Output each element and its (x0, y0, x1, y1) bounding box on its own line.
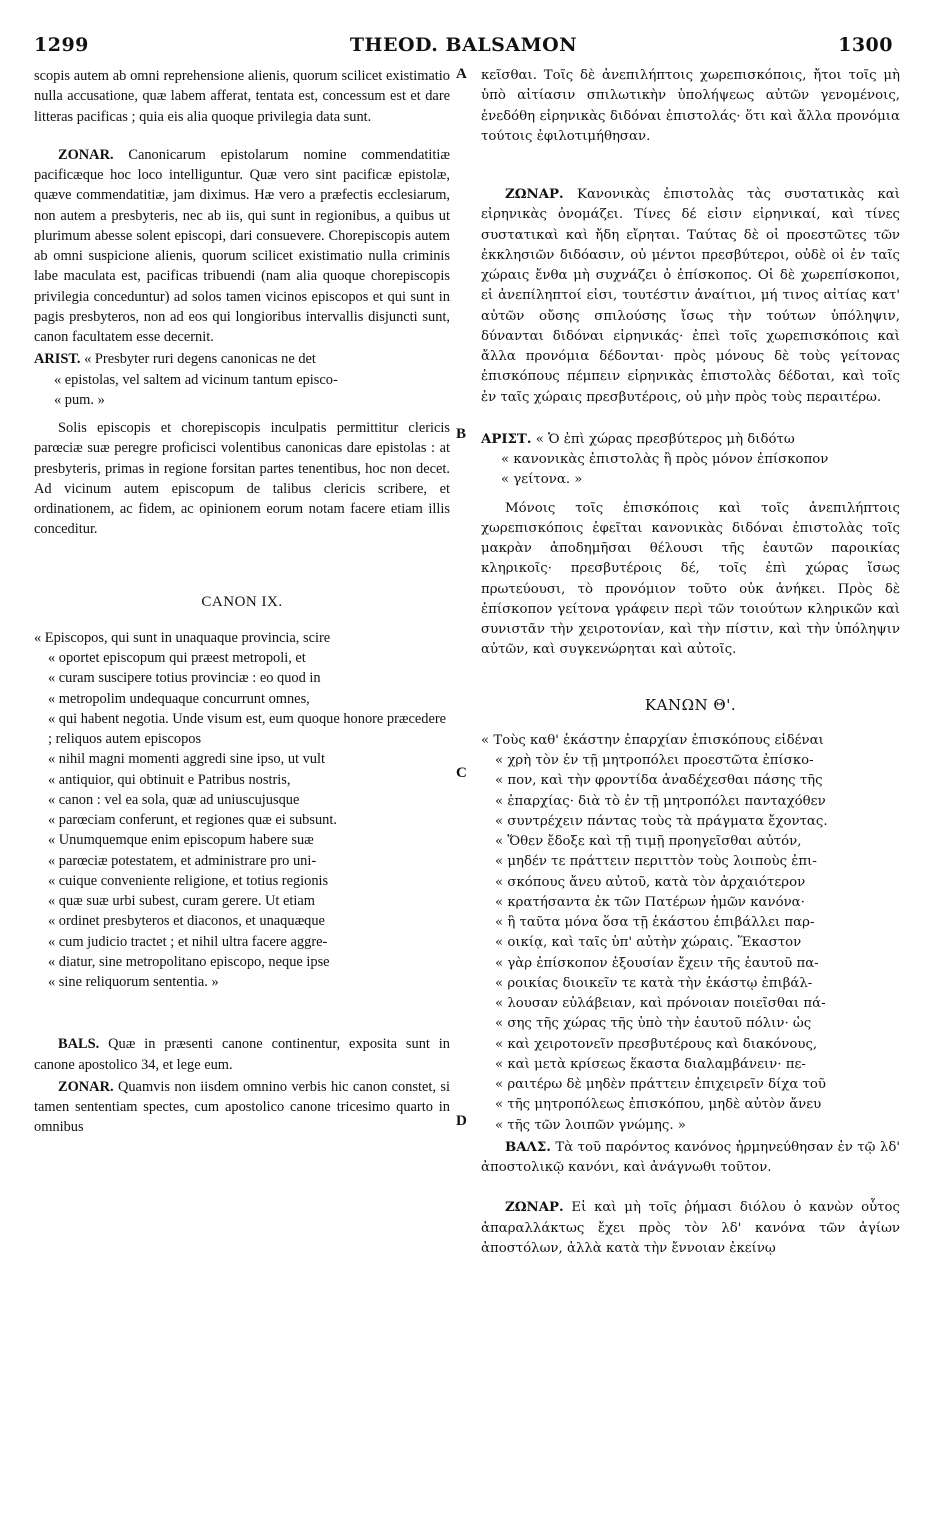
canon-line: « cum judicio tractet ; et nihil ultra facere aggre- (48, 933, 328, 950)
canon-line: « parœciæ potestatem, et administrare pro uni- (48, 852, 317, 869)
aristenus-label: ARIST. (34, 351, 81, 368)
canon-line: « τῆς μητροπόλεως ἐπισκόπου, μηδὲ αὐτὸν ἄνευ (495, 1097, 822, 1113)
canon-line: « quæ suæ urbi subest, curam gerere. Ut etiam (48, 893, 315, 909)
latin-canon-text (34, 628, 450, 993)
aristenus-label: ΑΡΙΣΤ. (481, 431, 532, 447)
zonaras-label: ΖΩΝΑΡ. (505, 187, 564, 202)
canon-line: « ἢ ταῦτα μόνα ὅσα τῇ ἑκάστου ἐπιβάλλει παρ- (495, 915, 815, 930)
aristenus-line: « Presbyter ruri degens canonicas ne det (84, 351, 316, 368)
greek-aristenus-summary (481, 430, 900, 491)
canon-line: « ordinet presbyteros et diaconos, et unaquæque (48, 913, 325, 930)
canon-line: « ἐπαρχίας· διὰ τὸ ἐν τῇ μητροπόλει πανταχόθεν (495, 793, 826, 809)
canon-line: « parœciam conferunt, et regiones quæ ei subsunt. (48, 812, 337, 828)
greek-column (481, 66, 900, 1259)
right-page-number: 1300 (838, 34, 893, 56)
aristenus-line: « κανονικὰς ἐπιστολὰς ἢ πρὸς μόνον ἐπίσκοπον (501, 452, 829, 467)
latin-zonaras-commentary-2 (34, 1077, 450, 1138)
canon-line: « κρατήσαντα ἐκ τῶν Πατέρων ἡμῶν κανόνα· (495, 894, 805, 910)
greek-canon-heading: ΚΑΝΩΝ Θ'. (644, 695, 737, 714)
canon-line: « καὶ μετὰ κρίσεως ἕκαστα διαλαμβάνειν· πε- (495, 1056, 806, 1072)
canon-line: « πον, καὶ τὴν φροντίδα ἀναδέχεσθαι πάσης τῆς (495, 773, 823, 789)
aristenus-line: « Ὁ ἐπὶ χώρας πρεσβύτερος μὴ διδότω (535, 431, 795, 447)
greek-monois-paragraph: Μόνοις τοῖς ἐπισκόποις καὶ τοῖς ἀνεπιλήπτοις χωρεπισκόποις ἐφεῖται κανονικὰς διδόναι ἐπιστολὰς τοῖς μακρὰν ἀποδημῆσαι θέλουσι τῆς ἑαυτῶν παροικίας κληρικοῖς· πρεσβυτέροις δέ, τοῖς ἐπὶ χώρας ἴσως πρωτεύουσι, τὸ προνόμιον τοῦτο οὐκ ἀνήκει. Πρὸς δὲ ἐπίσκοπον γείτονα γράφειν περὶ τῶν τοιούτων κληρικῶν καὶ συνιστᾶν τὴν χειροτονίαν, καὶ τὴν πίστιν, καὶ τὴν ὑπόληψιν αὐτῶν, καὶ συγκενώρηται καὶ αὐτοῖς. (481, 500, 900, 658)
canon-line: « Unumquemque enim episcopum habere suæ (48, 832, 314, 849)
canon-line: « συντρέχειν πάντας τοὺς τὰ πράγματα ἔχοντας. (495, 813, 828, 829)
latin-intro: scopis autem ab omni reprehensione alienis, quorum scilicet existimatio nulla accusatione, quæ labem afferat, tentata est, concessum est et dare litteras pacificas ; quia eis alia quoque privilegia data sunt. (34, 68, 450, 125)
latin-canon-heading: CANON IX. (201, 593, 283, 610)
greek-intro: κεῖσθαι. Τοῖς δὲ ἀνεπιλήπτοις χωρεπισκόποις, ἤτοι τοῖς μὴ ὑπὸ αἰτίασιν σπιλωτικὴν ὑπολήψεως αὐτῶν γενομένοις, ἐνεδόθη εἰρηνικὰς διδόναι ἐπιστολάς· ὅτι καὶ ἄλλα προνόμια τούτοις ἐφιλοτιμήθησαν. (481, 68, 900, 144)
zonaras-text: Quamvis non iisdem omnino verbis hic canon constet, si tamen sententiam spectes, cum apostolico canone tricesimo quarto in omnibus (34, 1078, 450, 1136)
canon-line: « σκόπους ἄνευ αὐτοῦ, κατὰ τὸν ἀρχαιότερον (495, 874, 806, 890)
canon-line: « qui habent negotia. Unde visum est, eum quoque honore præcedere ; reliquos autem episcopos (48, 710, 447, 747)
zonaras-text: Canonicarum epistolarum nomine commendatitiæ pacificæque hoc loco intelliguntur. Quæ vero sint pacificæ epistolæ, quæve commendatitiæ, jam diximus. Hæ vero a præfectis ecclesiarum, non autem a presbyteris, nec ab iis, qui sunt in regionibus, a quibus ut plurimum abesse solent episcopi, dari consuevere. Chorepiscopis autem ab omni suspicione alienis, quorum scilicet existimatio nulla criminis labe maculata est, pacificas tribuendi (nam alia quoque chorepiscopis privilegia conceduntur) ad solos tamen vicinos episcopos et qui sunt in pagis presbyteros, non ad eos qui longioribus intervallis disjuncti sunt, canon facultatem esse decernit. (34, 146, 450, 345)
canon-line: « ραιτέρω δὲ μηδὲν πράττειν ἐπιχειρεῖν δίχα τοῦ (495, 1077, 826, 1092)
left-page-number: 1299 (34, 34, 89, 56)
canon-line: « χρὴ τὸν ἐν τῇ μητροπόλει προεστῶτα ἐπίσκο- (495, 753, 814, 768)
balsamon-label: ΒΑΛΣ. (505, 1139, 551, 1155)
canon-line: « λουσαν εὐλάβειαν, καὶ πρόνοιαν ποιεῖσθαι πά- (495, 996, 826, 1011)
canon-line: « Episcopos, qui sunt in unaquaque provincia, scire (34, 629, 331, 646)
canon-line: « cuique conveniente religione, et totius regionis (48, 872, 329, 889)
greek-zonaras-commentary (481, 185, 900, 408)
canon-line: « canon : vel ea sola, quæ ad uniuscujusque (48, 791, 300, 808)
canon-line: « antiquior, qui obtinuit e Patribus nostris, (48, 771, 291, 788)
margin-marker-d: D (456, 1113, 467, 1129)
canon-line: « γὰρ ἐπίσκοπον ἐξουσίαν ἔχειν τῆς ἑαυτοῦ πα- (495, 955, 819, 971)
zonaras-text: Εἰ καὶ μὴ τοῖς ῥήμασι διόλου ὁ κανὼν οὗτος ἀπαραλλάκτως ἔχει πρὸς τὸν λδ' κανόνα τῶν ἁγίων ἀποστόλων, ἀλλὰ κατὰ τὴν ἔννοιαν ἐκείνῳ (481, 1200, 900, 1256)
latin-balsamon-commentary (34, 1034, 450, 1075)
canon-line: « τῆς τῶν λοιπῶν γνώμης. » (495, 1117, 686, 1133)
canon-line: « curam suscipere totius provinciæ : eo quod in (48, 670, 321, 687)
canon-line: « σης τῆς χώρας τῆς ὑπὸ τὴν ἑαυτοῦ πόλιν· ὡς (495, 1016, 812, 1032)
margin-marker-c: C (456, 765, 467, 781)
canon-line: « μηδέν τε πράττειν περιττὸν τοὺς λοιποὺς ἐπι- (495, 854, 817, 870)
latin-aristenus-summary (34, 349, 450, 410)
margin-marker-a: A (456, 66, 467, 82)
canon-line: « sine reliquorum sententia. » (48, 974, 219, 990)
canon-line: « nihil magni momenti aggredi sine ipso, ut vult (48, 751, 325, 768)
latin-solis-paragraph: Solis episcopis et chorepiscopis inculpatis permittitur clericis parœciæ suæ peregre proficisci volentibus canonicas dare epistolas : at presbyteris, primas in regione forsitan partes tenentibus, hoc non decet. Ad vicinum autem episcopum de talibus clericis scribere, et ordinationem, ac fidem, ac opinionem eorum notam facere etiam illis conceditur. (34, 420, 450, 538)
canon-line: « καὶ χειροτονεῖν πρεσβυτέρους καὶ διακόνους, (495, 1036, 818, 1052)
latin-zonaras-commentary (34, 145, 450, 348)
canon-line: « οικίᾳ, καὶ ταῖς ὑπ' αὐτὴν χώραις. Ἕκαστον (495, 935, 802, 951)
zonaras-label: ZONAR. (58, 1078, 114, 1095)
canon-line: « Ὅθεν ἔδοξε καὶ τῇ τιμῇ προηγεῖσθαι αὐτόν, (495, 834, 802, 849)
balsamon-text: Quæ in præsenti canone continentur, exposita sunt in canone apostolico 34, et lege eum. (34, 1036, 450, 1073)
latin-column (34, 66, 450, 1138)
greek-canon-text (481, 731, 900, 1136)
canon-line: « oportet episcopum qui præest metropoli, et (48, 650, 306, 666)
canon-line: « ροικίας διοικεῖν τε κατὰ τὴν ἑκάστῳ ἐπιβάλ- (495, 975, 813, 991)
balsamon-text: Τὰ τοῦ παρόντος κανόνος ἡρμηνεύθησαν ἐν τῷ λδ' ἀποστολικῷ κανόνι, καὶ ἀνάγνωθι τοῦτον. (481, 1139, 901, 1175)
balsamon-label: BALS. (58, 1036, 100, 1053)
aristenus-line: « γείτονα. » (501, 472, 583, 488)
zonaras-label: ΖΩΝΑΡ. (505, 1200, 564, 1216)
aristenus-line: « pum. » (54, 391, 105, 408)
greek-zonaras-commentary-2 (481, 1198, 900, 1259)
canon-line: « metropolim undequaque concurrunt omnes, (48, 690, 310, 707)
zonaras-text: Κανονικὰς ἐπιστολὰς τὰς συστατικὰς καὶ εἰρηνικὰς ὀνομάζει. Τίνες δέ εἰσιν εἰρηνικαί, καὶ τίνες συστατικαὶ καὶ ἤδη εἴρηται. Ταύτας δὲ οἱ προεστῶτες τῶν ἐκκλησιῶν διδόασιν, οὐ μέντοι πρεσβύτεροι, οὐδὲ οἱ ἐν ταῖς χώραις ἔνθα μὴ συχνάζει ὁ ἐπίσκοπος. Οἱ δὲ χωρεπίσκοποι, εἰ ἀνεπίληπτοί εἰσι, τουτέστιν ἀναίτιοι, μή τινος αἰτίας κατ' αὐτῶν οὔσης σπιλούσης ἴσως τὴν τούτων ὑπόληψιν, δύνανται διδόναι εἰρηνικάς· ἐπεὶ τοῖς χωρεπισκόποις καὶ ἄλλα προνόμια δέδονται· πρὸς μόνους δὲ τοὺς γείτονας ἐπισκόπους πέμπειν εἰρηνικὰς ἐπιστολὰς δέδοται, καὶ τοῖς ἐν ταῖς χώραις πρεσβυτέροις, οὐ μὴν πρὸς τοὺς περαιτέρω. (481, 187, 900, 405)
aristenus-line: « epistolas, vel saltem ad vicinum tantum episco- (54, 371, 338, 388)
canon-line: « diatur, sine metropolitano episcopo, neque ipse (48, 953, 330, 970)
greek-balsamon-commentary (481, 1138, 900, 1179)
running-title: THEOD. BALSAMON (349, 34, 578, 56)
canon-line: « Τοὺς καθ' ἑκάστην ἐπαρχίαν ἐπισκόπους εἰδέναι (481, 732, 824, 748)
margin-marker-b: B (456, 426, 467, 442)
zonaras-label: ZONAR. (58, 146, 114, 163)
